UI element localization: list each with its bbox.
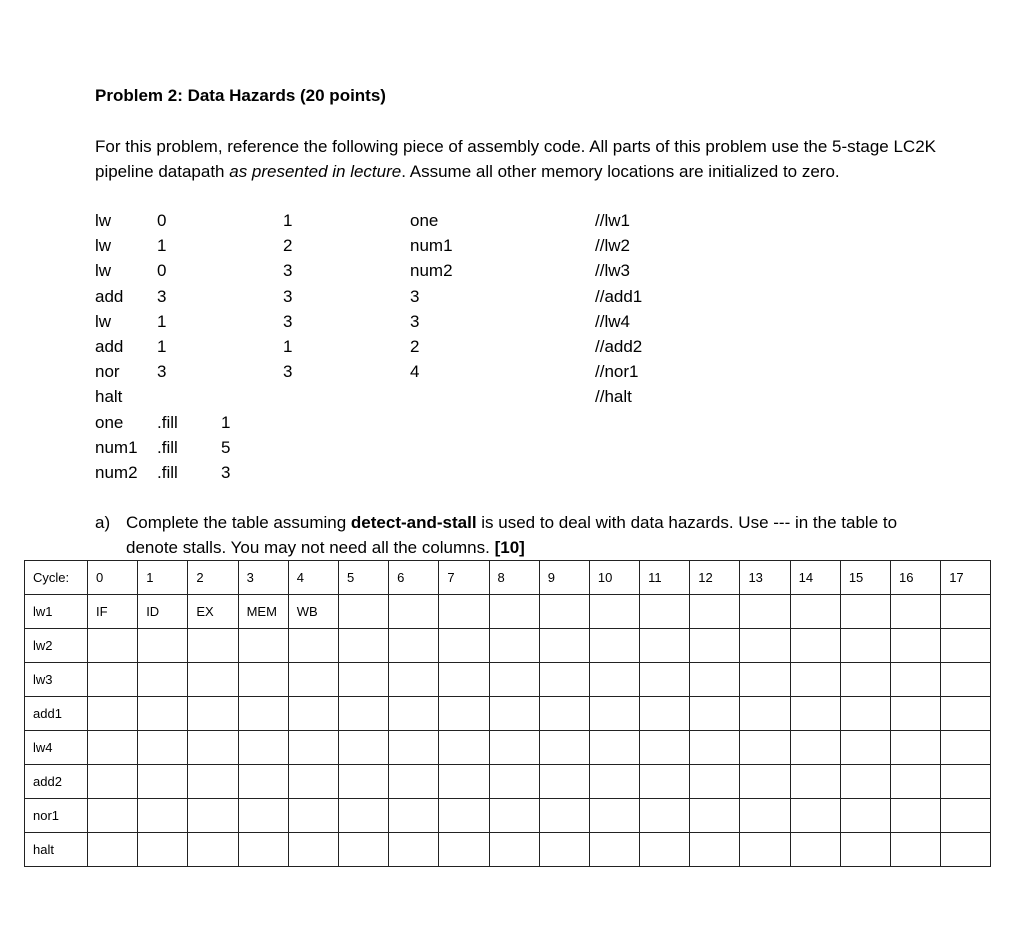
table-row: [25, 833, 991, 867]
code-line: [95, 258, 795, 283]
stage-cell[interactable]: [640, 663, 690, 697]
stage-cell[interactable]: [439, 799, 489, 833]
stage-cell[interactable]: [790, 833, 840, 867]
stage-cell[interactable]: [288, 663, 338, 697]
cycle-number: 9: [539, 561, 589, 595]
stage-cell[interactable]: [740, 833, 790, 867]
part-a-text: [126, 510, 926, 560]
stage-cell[interactable]: [891, 833, 941, 867]
stage-cell[interactable]: [840, 765, 890, 799]
stage-cell[interactable]: [338, 629, 388, 663]
data-label: one: [95, 412, 124, 432]
stage-cell[interactable]: [288, 629, 338, 663]
stage-cell[interactable]: [338, 663, 388, 697]
cycle-number: 2: [188, 561, 238, 595]
code-opcode: lw: [95, 236, 112, 256]
stage-cell[interactable]: [338, 799, 388, 833]
stage-cell[interactable]: [288, 697, 338, 731]
table-row: [25, 629, 991, 663]
stage-cell[interactable]: [840, 663, 890, 697]
stage-cell[interactable]: [539, 799, 589, 833]
stage-cell[interactable]: [439, 663, 489, 697]
stage-cell[interactable]: [138, 629, 188, 663]
code-reg-a: 0: [157, 211, 167, 230]
stage-cell[interactable]: [389, 697, 439, 731]
stage-cell[interactable]: [891, 663, 941, 697]
cycle-number: 12: [690, 561, 740, 595]
code-comment: //nor1: [595, 362, 639, 382]
part-a-bold-1: detect-and-stall: [350, 513, 477, 532]
stage-cell[interactable]: [88, 799, 138, 833]
stage-cell[interactable]: [690, 799, 740, 833]
pipeline-table: [24, 560, 991, 867]
stage-cell[interactable]: [489, 595, 539, 629]
stage-cell[interactable]: [840, 697, 890, 731]
data-value: 5: [221, 437, 231, 457]
instruction-name: add1: [25, 697, 88, 731]
stage-cell[interactable]: [539, 629, 589, 663]
cycle-number: 14: [790, 561, 840, 595]
data-directive: .fill: [157, 412, 178, 432]
code-opcode: add: [95, 337, 124, 356]
table-row: [25, 663, 991, 697]
stage-cell[interactable]: [188, 799, 238, 833]
stage-cell[interactable]: [690, 595, 740, 629]
stage-cell[interactable]: [489, 833, 539, 867]
stage-cell[interactable]: [338, 833, 388, 867]
data-line: [95, 460, 795, 485]
stage-cell[interactable]: [840, 731, 890, 765]
part-a-marker: a): [95, 513, 111, 532]
code-comment: //lw3: [595, 261, 630, 281]
stage-cell[interactable]: [640, 799, 690, 833]
code-reg-b: 3: [283, 311, 293, 331]
stage-cell[interactable]: [188, 629, 238, 663]
stage-cell[interactable]: [88, 663, 138, 697]
stage-cell[interactable]: [389, 833, 439, 867]
cycle-number: 13: [740, 561, 790, 595]
part-a-points: [10]: [494, 538, 525, 557]
stage-cell[interactable]: [238, 663, 288, 697]
code-opcode: nor: [95, 362, 120, 382]
cycle-number: 15: [840, 561, 890, 595]
stage-cell[interactable]: [138, 731, 188, 765]
stage-cell[interactable]: [840, 799, 890, 833]
code-opcode: lw: [95, 311, 112, 331]
stage-cell[interactable]: [891, 765, 941, 799]
code-line: [95, 284, 795, 309]
stage-cell[interactable]: [539, 765, 589, 799]
instruction-name: halt: [25, 833, 88, 867]
problem-intro: [95, 134, 945, 184]
stage-cell[interactable]: [941, 629, 991, 663]
stage-cell[interactable]: [88, 629, 138, 663]
stage-cell[interactable]: [589, 629, 639, 663]
stage-cell[interactable]: [740, 629, 790, 663]
stage-cell[interactable]: [891, 629, 941, 663]
stage-cell[interactable]: [188, 663, 238, 697]
stage-cell[interactable]: [640, 697, 690, 731]
code-opcode: lw: [95, 211, 112, 230]
stage-cell[interactable]: [589, 799, 639, 833]
stage-cell[interactable]: [389, 799, 439, 833]
instruction-name: nor1: [25, 799, 88, 833]
stage-cell[interactable]: [88, 731, 138, 765]
stage-cell[interactable]: [288, 731, 338, 765]
code-line: [95, 309, 795, 334]
stage-cell[interactable]: [740, 595, 790, 629]
code-reg-b: 3: [283, 261, 293, 281]
stage-cell[interactable]: [489, 697, 539, 731]
stage-cell[interactable]: [690, 731, 740, 765]
stage-cell[interactable]: [138, 799, 188, 833]
stage-cell[interactable]: [288, 833, 338, 867]
stage-cell[interactable]: [489, 663, 539, 697]
code-reg-a: 1: [157, 311, 167, 331]
stage-cell[interactable]: [891, 799, 941, 833]
code-opcode: halt: [95, 387, 123, 407]
stage-cell: WB: [288, 595, 338, 629]
code-comment: //lw2: [595, 236, 630, 256]
stage-cell[interactable]: [389, 765, 439, 799]
stage-cell: EX: [188, 595, 238, 629]
cycle-number: 6: [389, 561, 439, 595]
code-line: [95, 359, 795, 384]
stage-cell[interactable]: [288, 799, 338, 833]
stage-cell[interactable]: [690, 765, 740, 799]
code-reg-b: 1: [283, 211, 293, 230]
stage-cell[interactable]: [539, 697, 589, 731]
data-line: [95, 410, 795, 435]
code-line: [95, 208, 795, 233]
stage-cell[interactable]: [389, 731, 439, 765]
data-line: [95, 435, 795, 460]
stage-cell: ID: [138, 595, 188, 629]
stage-cell[interactable]: [840, 833, 890, 867]
table-header-row: [25, 561, 991, 595]
instruction-name: lw3: [25, 663, 88, 697]
cycle-number: 1: [138, 561, 188, 595]
stage-cell[interactable]: [840, 595, 890, 629]
stage-cell[interactable]: [439, 833, 489, 867]
stage-cell[interactable]: [188, 731, 238, 765]
stage-cell[interactable]: [489, 731, 539, 765]
stage-cell[interactable]: [740, 765, 790, 799]
stage-cell[interactable]: [589, 697, 639, 731]
stage-cell[interactable]: [790, 765, 840, 799]
stage-cell[interactable]: [941, 799, 991, 833]
stage-cell[interactable]: [238, 629, 288, 663]
intro-emphasis: as presented in lecture: [229, 162, 402, 181]
stage-cell[interactable]: [690, 697, 740, 731]
stage-cell[interactable]: [238, 697, 288, 731]
stage-cell[interactable]: [439, 731, 489, 765]
stage-cell[interactable]: [941, 663, 991, 697]
code-comment: //halt: [595, 387, 632, 407]
stage-cell[interactable]: [941, 833, 991, 867]
stage-cell[interactable]: [138, 833, 188, 867]
stage-cell[interactable]: [790, 697, 840, 731]
stage-cell[interactable]: [338, 595, 388, 629]
cycle-header-label: Cycle:: [25, 561, 88, 595]
stage-cell[interactable]: [338, 697, 388, 731]
data-label: num1: [95, 437, 138, 457]
code-reg-a: 3: [157, 362, 167, 382]
stage-cell[interactable]: [941, 731, 991, 765]
code-reg-a: 1: [157, 337, 167, 356]
stage-cell[interactable]: [389, 629, 439, 663]
code-reg-a: 3: [157, 286, 167, 306]
stage-cell[interactable]: [589, 663, 639, 697]
instruction-name: lw1: [25, 595, 88, 629]
code-line: [95, 334, 795, 359]
code-reg-a: 1: [157, 236, 167, 256]
instruction-name: lw2: [25, 629, 88, 663]
table-row: [25, 765, 991, 799]
stage-cell[interactable]: [138, 663, 188, 697]
stage-cell[interactable]: [539, 663, 589, 697]
stage-cell[interactable]: [489, 629, 539, 663]
data-label: num2: [95, 463, 138, 482]
part-a-text-2: is used to deal with data hazards. Use --- in the table to denote stalls. You may not need all the columns.: [126, 513, 898, 557]
stage-cell[interactable]: [891, 697, 941, 731]
stage-cell[interactable]: [88, 765, 138, 799]
intro-text-2: . Assume all other memory locations are initialized to zero.: [401, 162, 840, 181]
stage-cell: IF: [88, 595, 138, 629]
code-field: 2: [410, 337, 420, 356]
stage-cell[interactable]: [790, 629, 840, 663]
stage-cell[interactable]: [389, 663, 439, 697]
stage-cell[interactable]: [941, 697, 991, 731]
stage-cell[interactable]: [790, 663, 840, 697]
cycle-number: 17: [941, 561, 991, 595]
stage-cell[interactable]: [238, 765, 288, 799]
stage-cell[interactable]: [790, 595, 840, 629]
code-field: one: [410, 211, 439, 230]
stage-cell[interactable]: [88, 833, 138, 867]
stage-cell[interactable]: [539, 595, 589, 629]
stage-cell[interactable]: [138, 697, 188, 731]
part-a-text-1: Complete the table assuming: [126, 513, 351, 532]
stage-cell[interactable]: [539, 833, 589, 867]
cycle-number: 10: [589, 561, 639, 595]
stage-cell[interactable]: [891, 595, 941, 629]
stage-cell[interactable]: [288, 765, 338, 799]
instruction-name: add2: [25, 765, 88, 799]
code-field: 4: [410, 362, 420, 382]
cycle-number: 8: [489, 561, 539, 595]
stage-cell[interactable]: [690, 833, 740, 867]
cycle-number: 0: [88, 561, 138, 595]
code-reg-b: 3: [283, 362, 293, 382]
stage-cell[interactable]: [740, 663, 790, 697]
stage-cell[interactable]: [740, 799, 790, 833]
stage-cell[interactable]: [238, 799, 288, 833]
code-reg-a: 0: [157, 261, 167, 281]
cycle-number: 3: [238, 561, 288, 595]
stage-cell[interactable]: [439, 629, 489, 663]
cycle-number: 11: [640, 561, 690, 595]
code-opcode: add: [95, 286, 124, 306]
table-row: [25, 799, 991, 833]
stage-cell[interactable]: [740, 697, 790, 731]
table-row: [25, 595, 991, 629]
code-comment: //add2: [595, 337, 643, 356]
stage-cell[interactable]: [640, 595, 690, 629]
code-reg-b: 2: [283, 236, 293, 256]
stage-cell[interactable]: [489, 799, 539, 833]
stage-cell[interactable]: [640, 765, 690, 799]
data-directive: .fill: [157, 463, 178, 482]
stage-cell[interactable]: [389, 595, 439, 629]
data-value: 3: [221, 463, 231, 482]
stage-cell[interactable]: [439, 765, 489, 799]
stage-cell[interactable]: [489, 765, 539, 799]
code-field: num1: [410, 236, 453, 256]
stage-cell[interactable]: [188, 765, 238, 799]
stage-cell[interactable]: [941, 595, 991, 629]
stage-cell[interactable]: [589, 765, 639, 799]
stage-cell[interactable]: [790, 799, 840, 833]
cycle-number: 5: [338, 561, 388, 595]
stage-cell[interactable]: [891, 731, 941, 765]
intro-text-1: For this problem, reference the following piece of assembly code. All parts of this problem use the 5-stage LC2K pipeline datapath: [95, 137, 936, 181]
stage-cell[interactable]: [640, 833, 690, 867]
stage-cell[interactable]: [941, 765, 991, 799]
stage-cell[interactable]: [539, 731, 589, 765]
stage-cell[interactable]: [589, 595, 639, 629]
stage-cell[interactable]: [740, 731, 790, 765]
code-comment: //lw4: [595, 311, 630, 331]
stage-cell[interactable]: [138, 765, 188, 799]
stage-cell[interactable]: [188, 833, 238, 867]
stage-cell: MEM: [238, 595, 288, 629]
stage-cell[interactable]: [439, 595, 489, 629]
data-value: 1: [221, 412, 231, 432]
stage-cell[interactable]: [690, 663, 740, 697]
stage-cell[interactable]: [238, 731, 288, 765]
stage-cell[interactable]: [338, 765, 388, 799]
stage-cell[interactable]: [238, 833, 288, 867]
stage-cell[interactable]: [88, 697, 138, 731]
code-opcode: lw: [95, 261, 112, 281]
cycle-number: 7: [439, 561, 489, 595]
stage-cell[interactable]: [640, 629, 690, 663]
stage-cell[interactable]: [640, 731, 690, 765]
code-field: num2: [410, 261, 453, 281]
code-field: 3: [410, 311, 420, 331]
instruction-name: lw4: [25, 731, 88, 765]
code-reg-b: 1: [283, 337, 293, 356]
stage-cell[interactable]: [589, 731, 639, 765]
data-directive: .fill: [157, 437, 178, 457]
stage-cell[interactable]: [439, 697, 489, 731]
code-reg-b: 3: [283, 286, 293, 306]
code-field: 3: [410, 286, 420, 306]
stage-cell[interactable]: [840, 629, 890, 663]
stage-cell[interactable]: [690, 629, 740, 663]
code-comment: //lw1: [595, 211, 630, 230]
stage-cell[interactable]: [188, 697, 238, 731]
table-row: [25, 697, 991, 731]
stage-cell[interactable]: [790, 731, 840, 765]
cycle-number: 4: [288, 561, 338, 595]
code-line: [95, 233, 795, 258]
code-line: [95, 384, 795, 409]
stage-cell[interactable]: [589, 833, 639, 867]
code-comment: //add1: [595, 286, 643, 306]
problem-title: Problem 2: Data Hazards (20 points): [95, 86, 386, 105]
cycle-number: 16: [891, 561, 941, 595]
stage-cell[interactable]: [338, 731, 388, 765]
table-row: [25, 731, 991, 765]
